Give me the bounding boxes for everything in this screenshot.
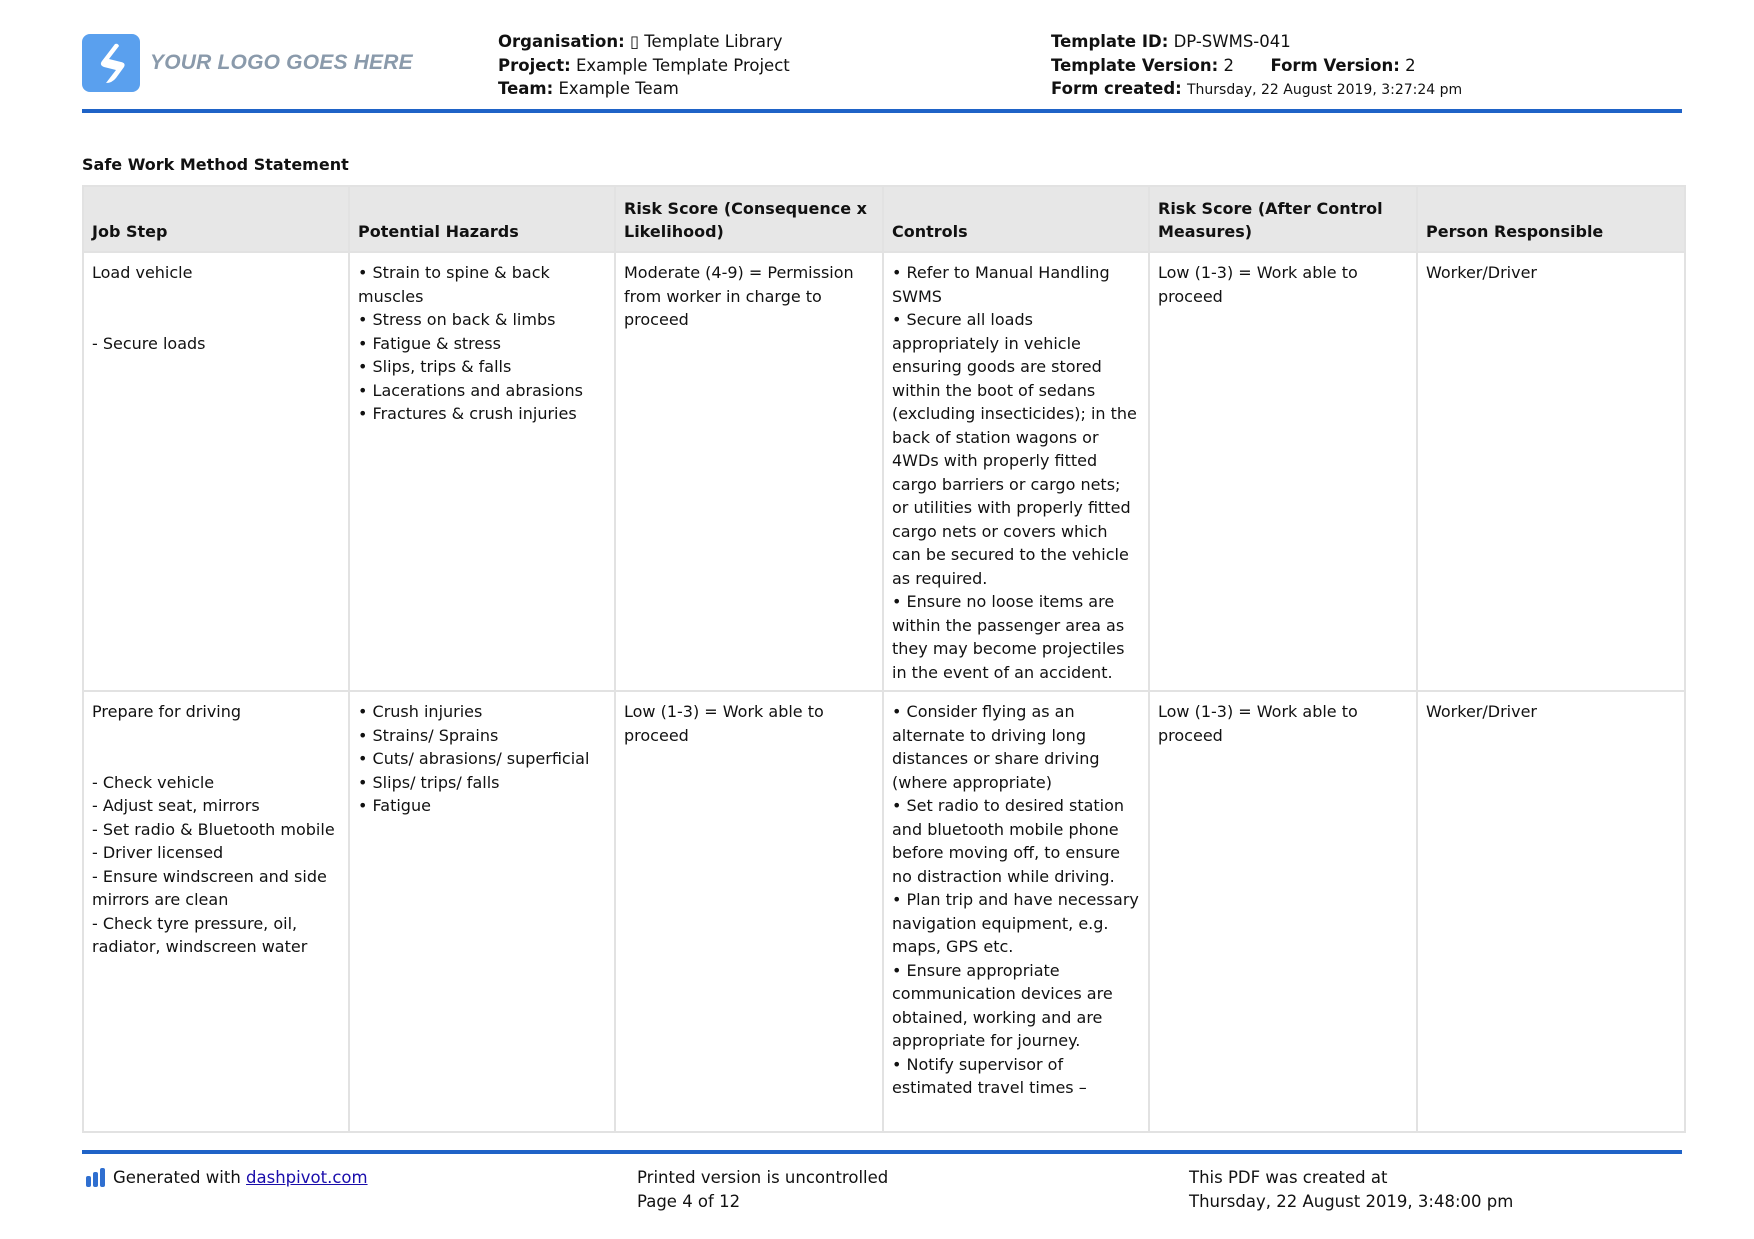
organisation-label: Organisation: (498, 32, 625, 51)
form-version-value: 2 (1405, 55, 1416, 75)
team-value: Example Team (558, 79, 679, 98)
template-id-value: DP-SWMS-041 (1173, 32, 1291, 51)
job-step-item: - Check tyre pressure, oil, radiator, windscreen water (92, 913, 308, 956)
team-row (498, 77, 790, 101)
section-title: Safe Work Method Statement (82, 155, 349, 174)
swms-table (82, 185, 1686, 1133)
dashpivot-icon (86, 1168, 105, 1187)
column-header-potential-hazards: Potential Hazards (349, 186, 615, 252)
risk-score-cell: Moderate (4-9) = Permission from worker in charge to proceed (615, 252, 883, 691)
column-header-risk-score-after: Risk Score (After Control Measures) (1149, 186, 1417, 252)
footer-print-info (637, 1166, 888, 1213)
hazard-item: • Crush injuries (358, 702, 483, 721)
organisation-value: ▯ Template Library (629, 32, 783, 51)
controls-cell (883, 691, 1149, 1132)
logo-text: YOUR LOGO GOES HERE (150, 51, 413, 74)
project-label: Project: (498, 55, 571, 75)
header-project-info (498, 30, 790, 101)
risk-after-cell: Low (1-3) = Work able to proceed (1149, 691, 1417, 1132)
job-step-item: - Set radio & Bluetooth mobile (92, 819, 335, 839)
pdf-created-label: This PDF was created at (1189, 1168, 1388, 1187)
job-step-cell (83, 252, 349, 691)
hazard-item: • Slips, trips & falls (358, 357, 512, 376)
generated-prefix: Generated with (113, 1168, 241, 1187)
job-step-item: - Driver licensed (92, 843, 224, 862)
hazard-item: • Fatigue & stress (358, 333, 501, 353)
job-step-item: - Adjust seat, mirrors (92, 796, 260, 815)
header-divider (82, 109, 1682, 113)
page-info: Page 4 of 12 (637, 1191, 741, 1211)
template-version-label: Template Version: (1051, 55, 1219, 75)
form-created-label: Form created: (1051, 79, 1182, 98)
job-step-item: - Secure loads (92, 333, 206, 353)
hazard-item: • Fatigue (358, 796, 431, 815)
risk-score-cell: Low (1-3) = Work able to proceed (615, 691, 883, 1132)
risk-after-cell: Low (1-3) = Work able to proceed (1149, 252, 1417, 691)
hazard-item: • Strains/ Sprains (358, 725, 499, 745)
logo-icon (82, 34, 140, 92)
team-label: Team: (498, 79, 554, 98)
pdf-created-value: Thursday, 22 August 2019, 3:48:00 pm (1189, 1191, 1514, 1211)
hazards-cell (349, 252, 615, 691)
controls-cell (883, 252, 1149, 691)
table-row (83, 691, 1685, 1132)
control-item: • Ensure no loose items are within the passenger area as they may become projectiles in the event of an accident. (892, 592, 1125, 682)
form-created-row (1051, 77, 1462, 103)
control-item: • Secure all loads appropriately in vehicle ensuring goods are stored within the boot of sedans (excluding insecticides); in the back of station wagons or 4WDs with properly fitted cargo barriers or cargo nets; or utilities with properly fitted cargo nets or covers which can be secured to the vehicle as required. (892, 310, 1137, 588)
form-created-value: Thursday, 22 August 2019, 3:27:24 pm (1187, 82, 1463, 98)
table-row (83, 252, 1685, 691)
job-step-item: - Check vehicle (92, 772, 215, 792)
dashpivot-link[interactable]: dashpivot.com (246, 1168, 368, 1187)
version-row (1051, 54, 1462, 78)
control-item: • Notify supervisor of estimated travel times – (892, 1054, 1087, 1097)
printed-notice: Printed version is uncontrolled (637, 1168, 889, 1187)
hazards-cell (349, 691, 615, 1132)
template-id-row (1051, 30, 1462, 54)
template-id-label: Template ID: (1051, 32, 1169, 51)
organisation-row (498, 30, 790, 54)
job-step-title: Prepare for driving (92, 702, 242, 721)
control-item: • Consider flying as an alternate to driving long distances or share driving (where appropriate) (892, 702, 1100, 792)
job-step-cell (83, 691, 349, 1132)
hazard-item: • Strain to spine & back muscles (358, 263, 550, 306)
header-template-info (1051, 30, 1462, 103)
footer-created-info (1189, 1166, 1513, 1213)
footer-divider (82, 1150, 1682, 1154)
column-header-risk-score: Risk Score (Consequence x Likelihood) (615, 186, 883, 252)
table-header-row (83, 186, 1685, 252)
control-item: • Set radio to desired station and bluetooth mobile phone before moving off, to ensure no distraction while driving. (892, 796, 1125, 886)
project-value: Example Template Project (575, 55, 790, 75)
hazard-item: • Cuts/ abrasions/ superficial (358, 749, 590, 768)
footer-generated (86, 1166, 368, 1190)
job-step-item: - Ensure windscreen and side mirrors are clean (92, 866, 327, 909)
control-item: • Refer to Manual Handling SWMS (892, 263, 1110, 306)
column-header-job-step: Job Step (83, 186, 349, 252)
template-version-value: 2 (1223, 55, 1234, 75)
job-step-title: Load vehicle (92, 263, 193, 282)
column-header-controls: Controls (883, 186, 1149, 252)
company-logo (82, 34, 413, 92)
hazard-item: • Slips/ trips/ falls (358, 772, 500, 792)
control-item: • Ensure appropriate communication devices are obtained, working and are appropriate for journey. (892, 960, 1113, 1050)
person-responsible-cell: Worker/Driver (1417, 691, 1685, 1132)
hazard-item: • Lacerations and abrasions (358, 380, 583, 400)
hazard-item: • Fractures & crush injuries (358, 404, 577, 423)
hazard-item: • Stress on back & limbs (358, 310, 556, 329)
column-header-person-responsible: Person Responsible (1417, 186, 1685, 252)
project-row (498, 54, 790, 78)
person-responsible-cell: Worker/Driver (1417, 252, 1685, 691)
control-item: • Plan trip and have necessary navigation equipment, e.g. maps, GPS etc. (892, 890, 1139, 956)
form-version-label: Form Version: (1270, 55, 1400, 75)
